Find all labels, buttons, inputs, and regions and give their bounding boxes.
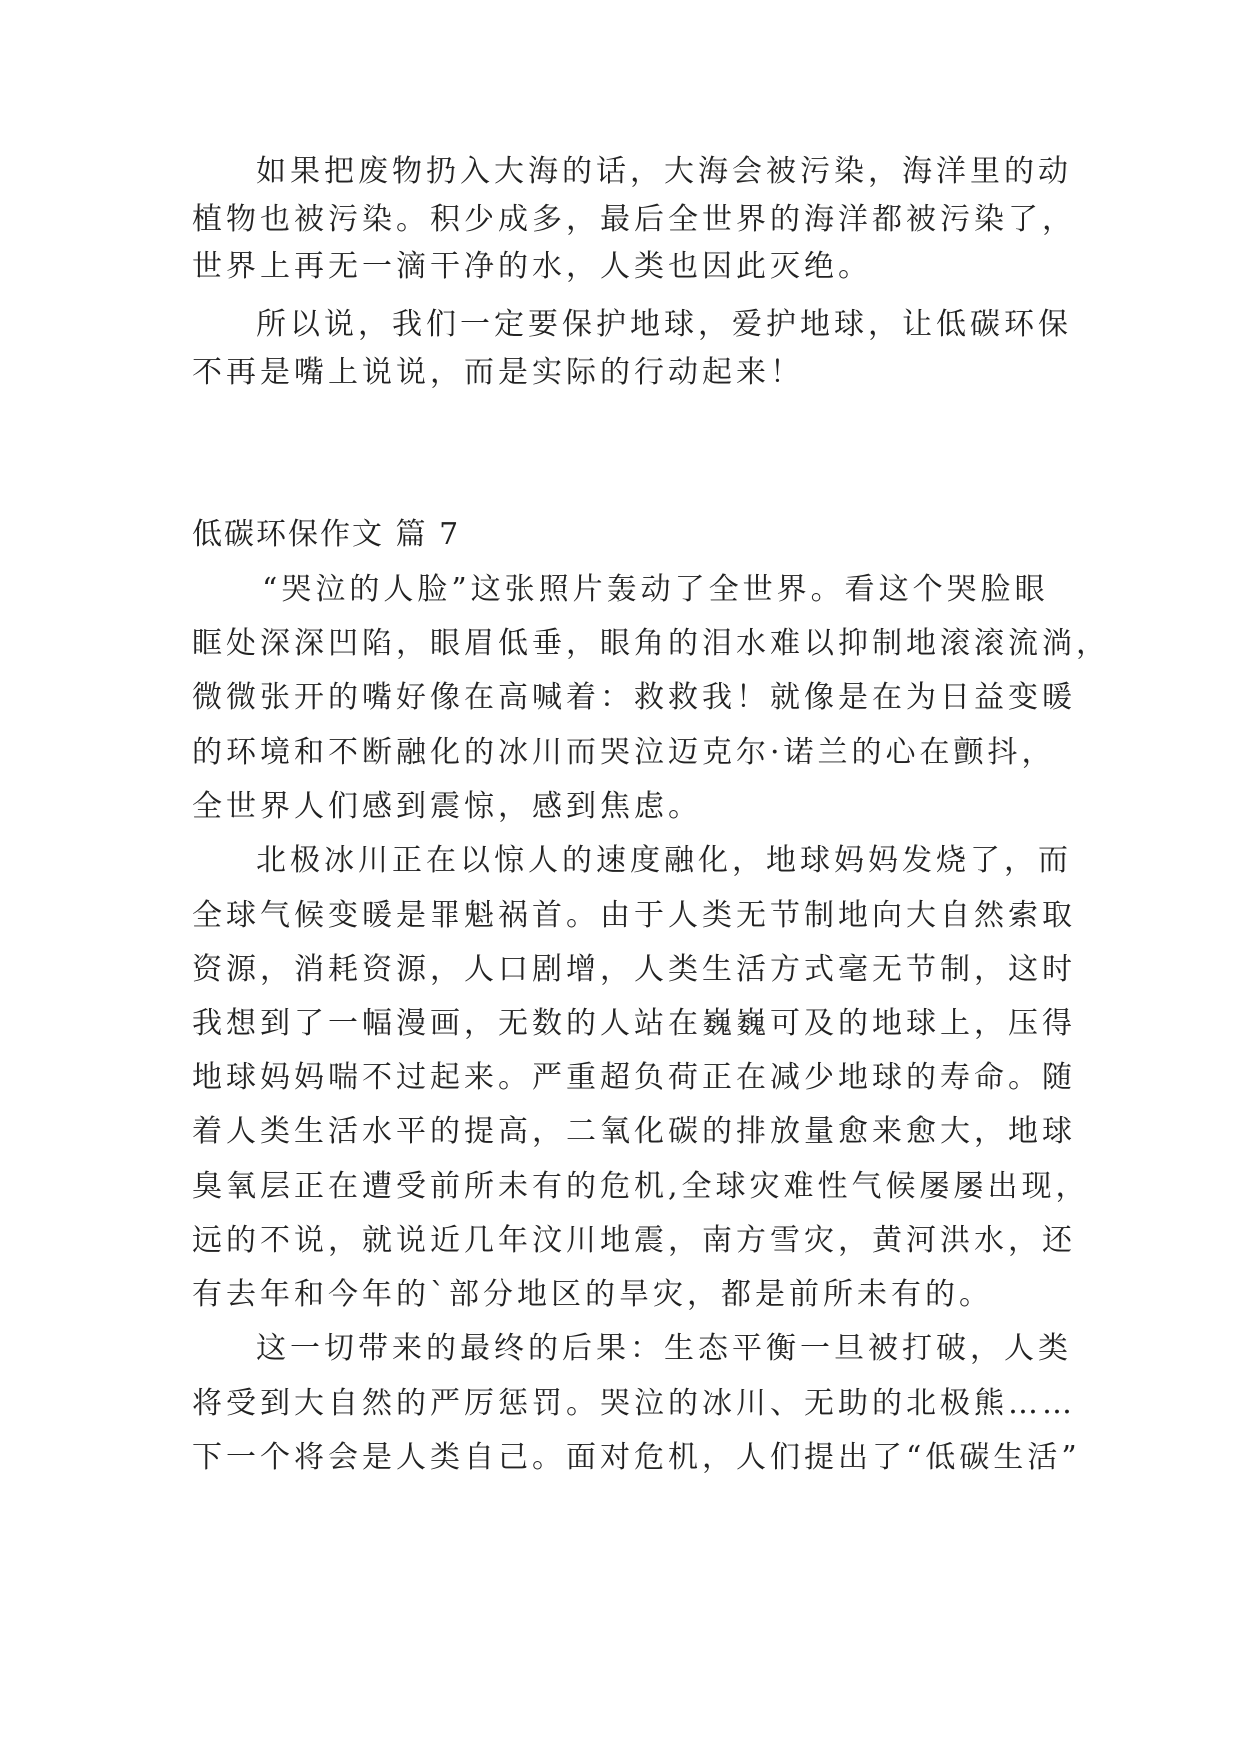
text-line: 全球气候变暖是罪魁祸首。由于人类无节制地向大自然索取 [192, 898, 1076, 933]
text-line: 地球妈妈喘不过起来。严重超负荷正在减少地球的寿命。随 [192, 1060, 1076, 1095]
text-line: 我想到了一幅漫画，无数的人站在巍巍可及的地球上，压得 [192, 1006, 1076, 1041]
text-line: 资源，消耗资源，人口剧增，人类生活方式毫无节制，这时 [192, 952, 1076, 987]
text-line: 的环境和不断融化的冰川而哭泣迈克尔·诺兰的心在颤抖， [192, 735, 1056, 770]
text-line: “哭泣的人脸”这张照片轰动了全世界。看这个哭脸眼 [262, 572, 1049, 607]
text-line: 下一个将会是人类自己。面对危机，人们提出了“低碳生活” [192, 1440, 1081, 1475]
text-line: 植物也被污染。积少成多，最后全世界的海洋都被污染了， [192, 202, 1076, 237]
section-title: 低碳环保作文 篇 7 [192, 517, 461, 552]
text-line: 不再是嘴上说说，而是实际的行动起来！ [192, 355, 804, 390]
text-line: 微微张开的嘴好像在高喊着：救救我！就像是在为日益变暖 [192, 680, 1076, 715]
text-line: 全世界人们感到震惊，感到焦虑。 [192, 789, 702, 824]
text-line: 这一切带来的最终的后果：生态平衡一旦被打破，人类 [256, 1331, 1072, 1366]
text-line: 着人类生活水平的提高，二氧化碳的排放量愈来愈大，地球 [192, 1114, 1076, 1149]
text-line: 眶处深深凹陷，眼眉低垂，眼角的泪水难以抑制地滚滚流淌， [192, 626, 1110, 661]
text-line: 如果把废物扔入大海的话，大海会被污染，海洋里的动 [256, 154, 1072, 189]
text-line: 将受到大自然的严厉惩罚。哭泣的冰川、无助的北极熊…… [192, 1386, 1076, 1421]
text-line: 世界上再无一滴干净的水，人类也因此灭绝。 [192, 249, 872, 284]
text-line: 有去年和今年的`部分地区的旱灾，都是前所未有的。 [192, 1277, 993, 1312]
text-line: 所以说，我们一定要保护地球，爱护地球，让低碳环保 [256, 307, 1072, 342]
text-line: 臭氧层正在遭受前所未有的危机,全球灾难性气候屡屡出现， [192, 1169, 1090, 1204]
text-line: 远的不说，就说近几年汶川地震，南方雪灾，黄河洪水，还 [192, 1223, 1076, 1258]
text-line: 北极冰川正在以惊人的速度融化，地球妈妈发烧了，而 [256, 843, 1072, 878]
